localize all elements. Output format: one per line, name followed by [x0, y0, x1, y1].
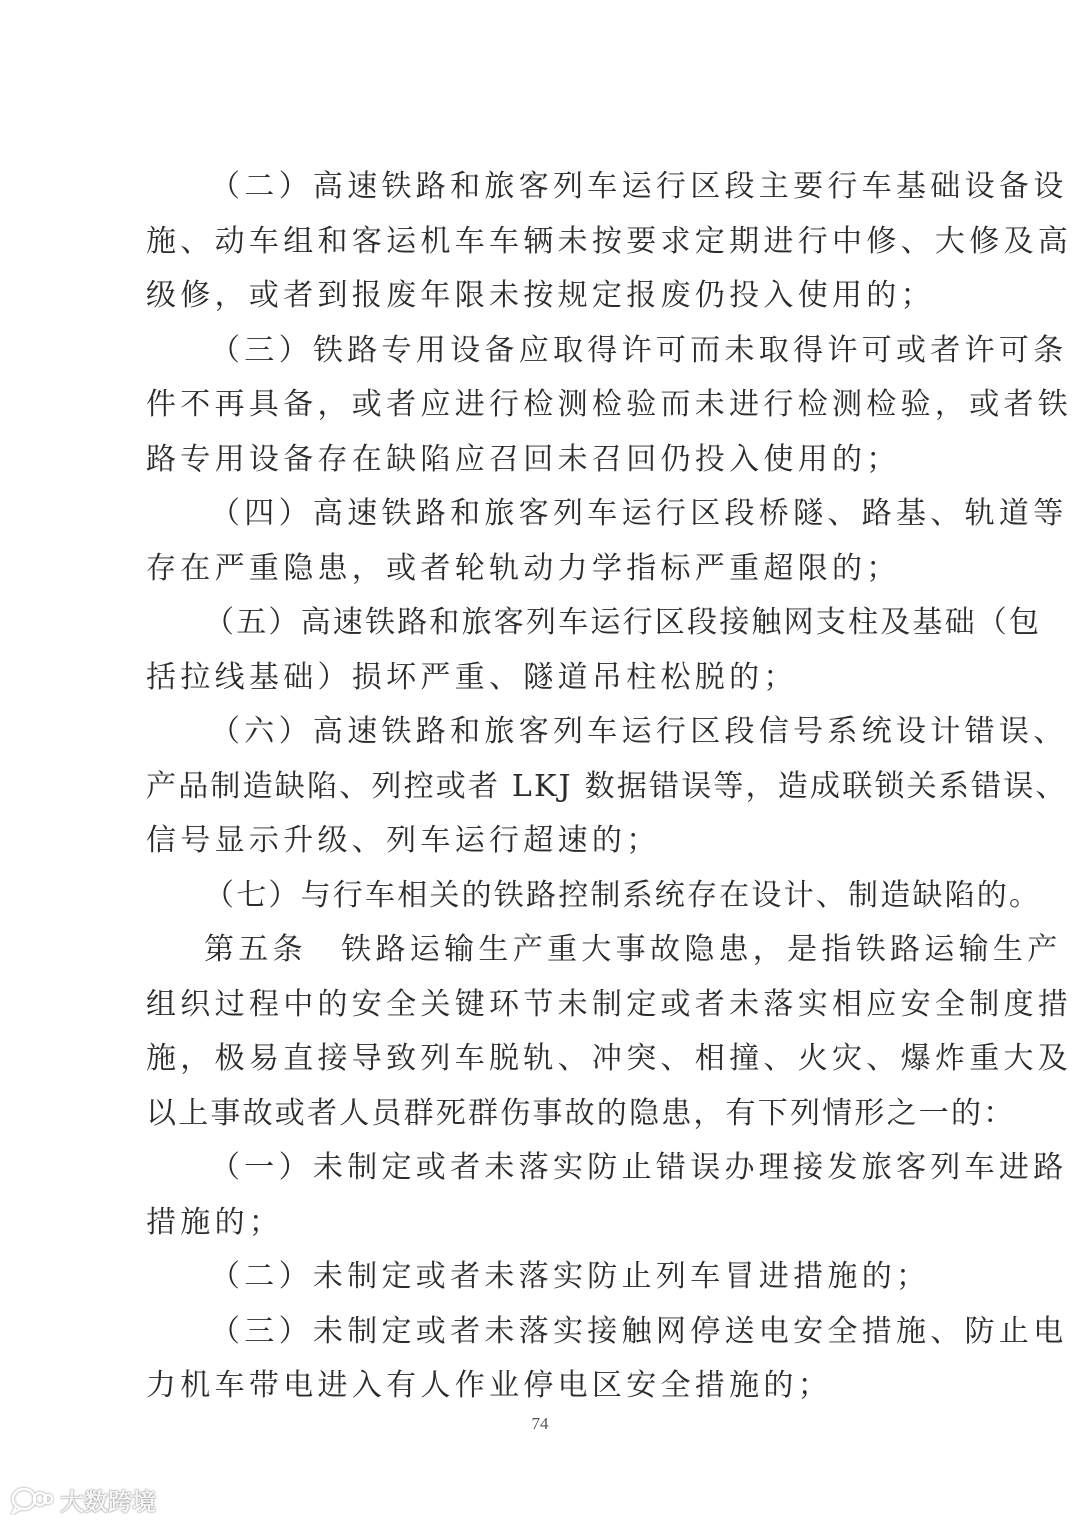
- paragraph-line: 施、动车组和客运机车车辆未按要求定期进行中修、大修及高: [146, 223, 1073, 259]
- paragraph-line: 件不再具备，或者应进行检测检验而未进行检测检验，或者铁: [146, 387, 1073, 422]
- paragraph-line: 措施的；: [146, 1204, 284, 1240]
- paragraph-line: （二）高速铁路和旅客列车运行区段主要行车基础设备设: [210, 169, 1068, 204]
- body-text: [146, 160, 1073, 1414]
- paragraph-line: 以上事故或者人员群死群伤事故的隐患，有下列情形之一的：: [146, 1095, 1016, 1131]
- paragraph-line: 施，极易直接导致列车脱轨、冲突、相撞、火灾、爆炸重大及: [146, 1041, 1073, 1076]
- paragraph-line: 力机车带电进入有人作业停电区安全措施的；: [146, 1368, 832, 1403]
- page-number: 74: [531, 1414, 549, 1433]
- paragraph-line: 组织过程中的安全关键环节未制定或者未落实相应安全制度措: [146, 986, 1073, 1022]
- watermark-text: 大数跨境: [60, 1488, 156, 1516]
- paragraph-line: （六）高速铁路和旅客列车运行区段信号系统设计错误、: [210, 714, 1068, 749]
- paragraph-line: （一）未制定或者未落实防止错误办理接发旅客列车进路: [210, 1150, 1068, 1185]
- article-heading-line: 第五条 铁路运输生产重大事故隐患，是指铁路运输生产: [204, 932, 1062, 967]
- paragraph-line: 括拉线基础）损坏严重、隧道吊柱松脱的；: [146, 659, 798, 695]
- paragraph-line: （三）铁路专用设备应取得许可而未取得许可或者许可条: [210, 332, 1068, 368]
- paragraph-line: 路专用设备存在缺陷应召回未召回仍投入使用的；: [146, 441, 901, 477]
- chat-bubble-logo-icon: [10, 1485, 54, 1515]
- paragraph-line: 产品制造缺陷、列控或者 LKJ 数据错误等，造成联锁关系错误、: [146, 768, 1068, 804]
- paragraph-line: （五）高速铁路和旅客列车运行区段接触网支柱及基础（包: [204, 605, 1042, 640]
- paragraph-line: （三）未制定或者未落实接触网停送电安全措施、防止电: [210, 1313, 1068, 1349]
- paragraph-line: 信号显示升级、列车运行超速的；: [146, 823, 661, 858]
- paragraph-line: （二）未制定或者未落实防止列车冒进措施的；: [210, 1259, 931, 1294]
- paragraph-line: 存在严重隐患，或者轮轨动力学指标严重超限的；: [146, 550, 901, 586]
- watermark: [10, 1482, 156, 1517]
- paragraph-line: 级修，或者到报废年限未按规定报废仍投入使用的；: [146, 278, 935, 313]
- paragraph-line: （七）与行车相关的铁路控制系统存在设计、制造缺陷的。: [204, 877, 1042, 913]
- paragraph-line: （四）高速铁路和旅客列车运行区段桥隧、路基、轨道等: [210, 496, 1068, 531]
